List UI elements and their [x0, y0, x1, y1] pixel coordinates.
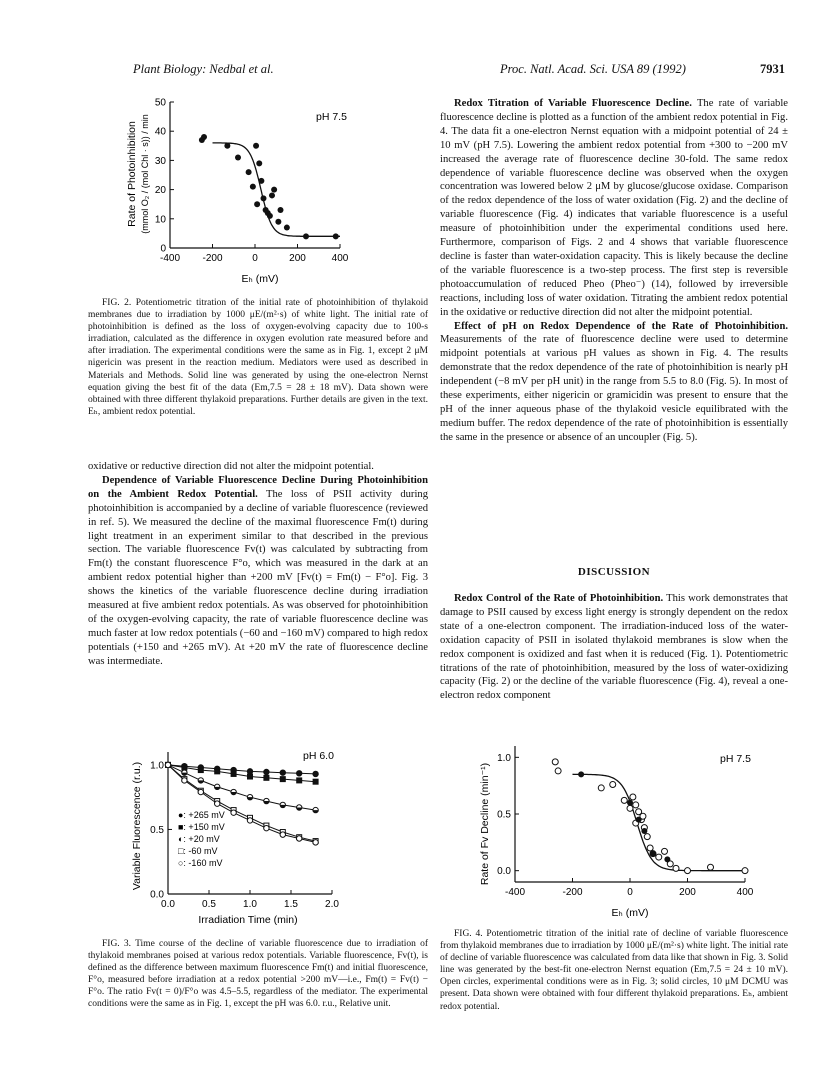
fig4-open-point — [633, 802, 639, 808]
fig2-data-point — [246, 169, 252, 175]
right-body-3: This work demonstrates that damage to PSII caused by excess light energy is strongly dependent on the redox state of a one-electron component. The irradiation-induced loss of the water-oxidation capacity of PSII in isolated thylakoid membranes is slow when the redox component is oxidized and fast when it is reduced (Fig. 1). Potentiometric titrations of the rate of photoinhibition, measured by the loss of water-oxidizing capacity (Fig. 2) or the decline of the variable fluorescence (Fig. 4), reveal a one-electron redox component — [440, 593, 788, 702]
fig3-data-point — [215, 769, 220, 774]
fig3-xtick-label: 1.5 — [284, 899, 298, 910]
fig4-open-point — [647, 845, 653, 851]
fig4-open-point — [630, 794, 636, 800]
right-heading-2: Effect of pH on Redox Dependence of the Rate of Photoinhibition. — [454, 320, 788, 332]
fig3-legend-2: ■: +150 mV — [178, 822, 225, 832]
fig2-data-point — [303, 233, 309, 239]
fig3-data-point — [248, 774, 253, 779]
fig3-ylabel: Variable Fluorescence (r.u.) — [131, 761, 143, 891]
right-column-top — [440, 97, 788, 445]
fig4-xlabel: Eₕ (mV) — [611, 907, 649, 919]
fig4-annotation: pH 7.5 — [720, 753, 751, 765]
fig2-data-point — [278, 207, 284, 213]
fig4-open-point — [662, 848, 668, 854]
fig2-data-point — [256, 160, 262, 166]
fig3-legend-3: ◐: +20 mV — [178, 834, 220, 844]
fig3-data-point — [198, 768, 203, 773]
fig4-open-point — [621, 797, 627, 803]
fig4-xtick-label: -400 — [504, 887, 526, 898]
fig4-ylabel: Rate of Fv Decline (min⁻¹) — [479, 762, 491, 886]
fig2-ytick-label: 10 — [154, 214, 166, 226]
right-heading-3: Redox Control of the Rate of Photoinhibition. — [454, 593, 664, 604]
fig2-caption: FIG. 2. Potentiometric titration of the initial rate of photoinhibition of thylakoid membranes due to irradiation by 1000 μE/(m²·s) of white light. The initial rate of photoinhibition is defined as the loss of oxygen-evolving capacity due to 100-s irradiation, calculated as the difference in oxygen evolution rate measured before and after irradiation. The experimental conditions were the same as in Fig. 1, except 2 μM nigericin was present in the reaction medium. Mediators were used as described in Materials and Methods. Solid line was generated by using the one-electron Nernst equation giving the best fit of the data (Em,7.5 = 28 ± 18 mV). Data shown were obtained with three different thylakoid preparations. Further details are given in the text. Eₕ, ambient redox potential. — [88, 298, 428, 417]
page-number: 7931 — [760, 62, 785, 76]
fig4-open-point — [555, 768, 561, 774]
fig2-ytick-label: 30 — [154, 155, 166, 167]
fig4-xtick-label: 200 — [679, 887, 696, 898]
fig2-data-point — [224, 143, 230, 149]
running-header-left: Plant Biology: Nedbal et al. — [133, 62, 274, 76]
fig3-data-point — [313, 771, 318, 776]
fig2-xtick-label: -200 — [202, 253, 223, 264]
fig4-open-point — [685, 868, 691, 874]
fig3-data-point — [297, 771, 302, 776]
fig3-data-point — [198, 789, 203, 794]
fig2-xtick-label: 400 — [331, 253, 349, 264]
fig2-annotation: pH 7.5 — [316, 111, 347, 123]
discussion-title: DISCUSSION — [577, 566, 651, 578]
fig2-data-point — [271, 187, 277, 193]
fig3-legend-4: □: -60 mV — [178, 846, 218, 856]
fig4-chart — [470, 740, 770, 920]
fig2-data-point — [258, 178, 264, 184]
fig4-open-point — [610, 782, 616, 788]
fig4-solid-point — [641, 828, 647, 834]
fig3-data-point — [247, 769, 252, 774]
fig3-ytick-label: 0.5 — [150, 824, 164, 836]
fig3-data-point — [313, 779, 318, 784]
fig3-data-point — [280, 777, 285, 782]
fig2-xlabel: Eₕ (mV) — [241, 273, 279, 285]
fig4-ytick-label: 1.0 — [497, 752, 511, 764]
fig3-annotation: pH 6.0 — [303, 750, 334, 762]
fig3-xtick-label: 0.5 — [202, 899, 216, 910]
fig3-xtick-label: 2.0 — [325, 899, 339, 910]
fig2-chart — [120, 86, 360, 286]
fig2-data-point — [263, 207, 269, 213]
fig3-legend-5: ○: -160 mV — [178, 858, 223, 868]
fig3-data-point — [247, 818, 252, 823]
fig3-data-point — [280, 770, 285, 775]
fig3-data-point — [215, 801, 220, 806]
fig3-data-point — [280, 832, 285, 837]
fig2-xtick-label: 200 — [289, 253, 306, 264]
fig2-xtick-label: -400 — [159, 253, 181, 264]
left-heading: Dependence of Variable Fluorescence Decline During Photoinhibition on the Ambient Redox Potential. — [88, 474, 428, 500]
fig3-series-line — [168, 765, 316, 774]
right-column-discussion — [440, 592, 788, 703]
fig4-open-point — [644, 834, 650, 840]
fig3-data-point — [297, 836, 302, 841]
fig4-open-point — [656, 854, 662, 860]
fig3-data-point — [182, 778, 187, 783]
fig4-open-point — [742, 868, 748, 874]
fig2-xtick-label: 0 — [252, 253, 258, 264]
fig3-data-point — [182, 765, 187, 770]
fig4-solid-point — [636, 817, 642, 823]
fig4-open-point — [708, 864, 714, 870]
fig3-data-point — [297, 778, 302, 783]
fig2-data-point — [333, 233, 339, 239]
fig4-open-point — [598, 785, 604, 791]
fig2-data-point — [201, 134, 207, 140]
fig2-ytick-label: 50 — [154, 97, 166, 109]
left-column — [88, 460, 428, 669]
fig2-data-point — [253, 143, 259, 149]
fig2-data-point — [284, 225, 290, 231]
fig4-solid-point — [627, 800, 633, 806]
fig2-ytick-label: 20 — [154, 185, 166, 197]
fig2-ylabel2: (mmol O₂ / (mol Chl · s)) / min — [140, 114, 150, 234]
fig3-data-point — [264, 775, 269, 780]
fig4-open-point — [552, 759, 558, 765]
fig3-data-point — [264, 769, 269, 774]
fig4-caption: FIG. 4. Potentiometric titration of the initial rate of decline of variable fluorescence from thylakoid membranes due to irradiation by 1000 μE/(m²·s) white light. The initial rate of decline of variable fluorescence was calculated from data like that shown in Fig. 3. Solid line was generated by the best-fit one-electron Nernst equation (Em,7.5 = 24 ± 10 mV). Open circles, experimental conditions were as in Fig. 3; solid circles, 10 μM DCMU was present. Data shown were obtained with four different thylakoid preparations. Eₕ, ambient redox potential. — [440, 929, 788, 1012]
fig2-data-point — [250, 184, 256, 190]
right-heading-1: Redox Titration of Variable Fluorescence Decline. — [454, 98, 692, 109]
fig3-data-point — [231, 771, 236, 776]
fig4-ytick-label: 0.0 — [497, 866, 511, 878]
fig2-ylabel1: Rate of Photoinhibition — [126, 121, 138, 227]
fig3-xtick-label: 0.0 — [161, 899, 175, 910]
fig2-data-point — [261, 195, 267, 201]
fig2-data-point — [267, 213, 273, 219]
fig3-chart — [120, 744, 360, 928]
fig4-open-point — [673, 865, 679, 871]
fig3-xlabel: Irradiation Time (min) — [198, 914, 298, 926]
fig3-legend-1: ●: +265 mV — [178, 810, 225, 820]
fig4-open-point — [627, 805, 633, 811]
fig4-ytick-label: 0.5 — [497, 809, 511, 821]
fig3-xtick-label: 1.0 — [243, 899, 257, 910]
fig3-caption: FIG. 3. Time course of the decline of variable fluorescence due to irradiation of thylakoid membranes poised at various redox potentials. Variable fluorescence, Fv(t), is defined as the difference between maximum fluorescence Fm(t) and initial fluorescence, F°o, measured before irradiation at a redox potential >200 mV—i.e., Fm(t) = Fv(t) − F°o. The ratio Fv(t = 0)/F°o was 4.5–5.5, regardless of the mediator. The experimental conditions were the same as in Fig. 1, except the pH was 6.0. r.u., Relative unit. — [88, 939, 428, 1010]
fig3-data-point — [231, 810, 236, 815]
running-header-journal: Proc. Natl. Acad. Sci. USA 89 (1992) — [500, 62, 686, 76]
fig3-data-point — [264, 825, 269, 830]
fig4-xtick-label: 400 — [736, 887, 754, 898]
fig3-series-line — [168, 765, 316, 810]
fig2-ytick-label: 0 — [160, 243, 166, 255]
fig4-solid-point — [578, 771, 584, 777]
fig3-data-point — [313, 840, 318, 845]
fig2-data-point — [254, 201, 260, 207]
left-continuation: oxidative or reductive direction did not alter the midpoint potential. — [88, 461, 374, 472]
fig2-data-point — [275, 219, 281, 225]
fig2-data-point — [235, 154, 241, 160]
fig3-ytick-label: 1.0 — [150, 760, 164, 772]
left-body: The loss of PSII activity during photoinhibition is accompanied by a decline of variable fluorescence (reviewed in ref. 5). We measured the decline of the maximal fluorescence Fm(t) during light treatment in an experiment similar to that described in the previous section. The variable fluorescence Fv(t) was calculated by subtracting from Fm(t) the constant fluorescence F°o, which was measured in the dark at an ambient redox potential higher than +200 mV [Fv(t) = Fm(t) − F°o]. Fig. 3 shows the kinetics of the variable fluorescence decline during irradiation measured at five ambient redox potentials. As was observed for photoinhibition of the oxygen-evolving capacity, the rate of variable fluorescence decline was much faster at low redox potentials (−60 and −160 mV) compared to high redox potentials (+150 and +265 mV). At +20 mV the rate of fluorescence decline was intermediate. — [88, 488, 428, 667]
fig4-solid-point — [650, 851, 656, 857]
fig3-ytick-label: 0.0 — [150, 889, 164, 901]
fig4-solid-point — [664, 856, 670, 862]
fig4-xtick-label: -200 — [562, 887, 583, 898]
fig2-data-point — [269, 192, 275, 198]
right-body-1: The rate of variable fluorescence decline is plotted as a function of the ambient redox potential in Fig. 4. The data fit a one-electron Nernst equation with a midpoint potential of 24 ± 10 mV (pH 7.5). Lowering the ambient redox potential from +300 to −200 mV increased the average rate of fluorescence decline 30-fold. The same redox dependence of variable fluorescence decline was observed when the oxygen concentration was lowered below 2 μM by glucose/glucose oxidase. Comparison of the redox dependence of the loss of water oxidation (Fig. 2) and the decline of variable fluorescence (Fig. 4) indicates that variable fluorescence is a useful measure of photoinhibition under the experimental conditions used here. Furthermore, comparison of Figs. 2 and 4 shows that variable fluorescence decline is faster than water-oxidation capacity. This is likely because the decline of the variable fluorescence is a two-step process. The first step is reversible photoaccumulation of reduced Pheo (Pheo⁻) (14), followed by irreversible reactions, including loss of water oxidation. Titrating the ambient redox potential in the oxidative or reductive direction did not alter the midpoint potential. — [440, 98, 788, 318]
fig4-xtick-label: 0 — [627, 887, 633, 898]
fig2-ytick-label: 40 — [154, 126, 166, 138]
right-body-2: Measurements of the rate of fluorescence decline were used to determine midpoint potentials at various pH values as shown in Fig. 4. The results demonstrate that the redox dependence of the rate of photoinhibition is nearly pH independent (−8 mV per pH unit) in the range from 5.5 to 8.0 (Fig. 5). In most of these experiments, either nigericin or gramicidin was present to ensure that the pH of the inner aqueous phase of the thylakoid vesicle equilibrated with the medium buffer. The redox dependence of the rate of photoinhibition is essentially the same in the presence or absence of an uncoupler (Fig. 5). — [440, 334, 788, 443]
fig3-data-point — [165, 762, 170, 767]
